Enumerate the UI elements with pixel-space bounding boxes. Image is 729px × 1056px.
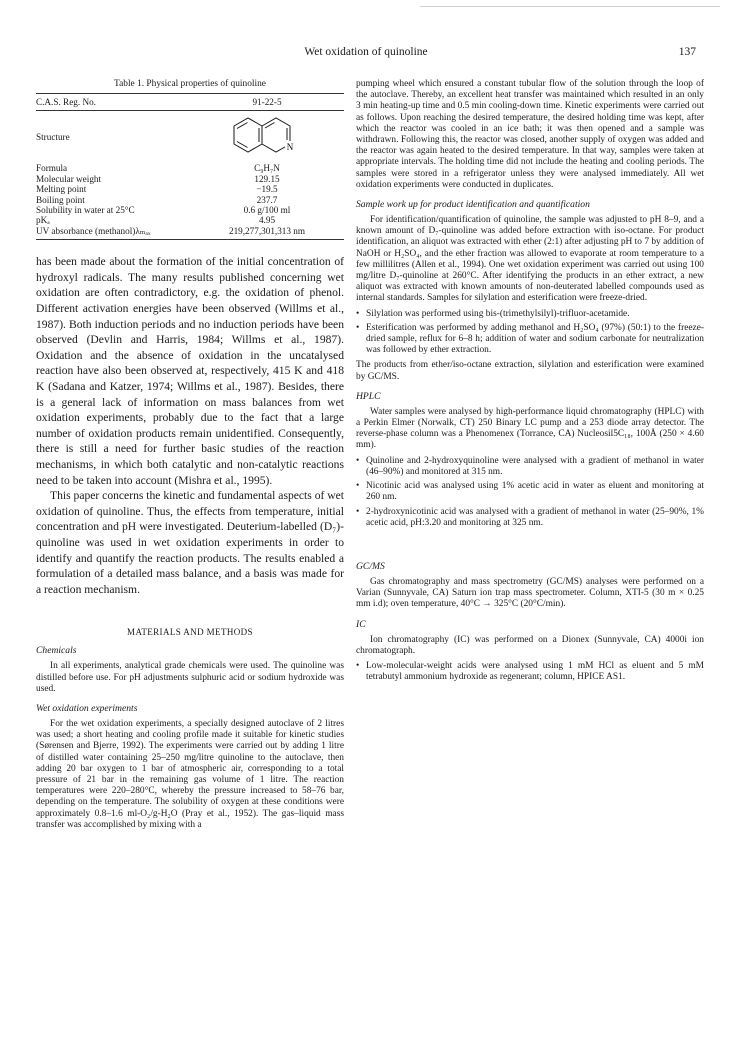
properties-table <box>36 93 344 240</box>
quinoline-structure-image <box>230 113 304 161</box>
section-heading-methods: MATERIALS AND METHODS <box>127 627 253 638</box>
table-cell-value: 4.95 <box>258 215 276 226</box>
table-row <box>36 94 344 111</box>
table-row <box>36 205 344 215</box>
table-caption: Table 1. Physical properties of quinoline <box>114 79 266 89</box>
list-item: • Low-molecular-weight acids were analysed using 1 mM HCl as eluent and 5 mM tetrabutyl ammonium hydroxide as regenerant; column, HPICE AS1. <box>356 661 704 683</box>
subheading-ic: IC <box>356 618 366 630</box>
sample-followup-paragraph: The products from ether/iso-octane extraction, silylation and esterification were examined by GC/MS. <box>356 360 704 382</box>
structure-atom-label: N <box>286 142 294 153</box>
table-cell-label: UV absorbance (methanol)λₘₐₓ <box>36 226 190 240</box>
table-row <box>36 215 344 225</box>
hplc-bullet-list <box>356 456 704 529</box>
table-cell-label: Formula <box>36 163 68 174</box>
table-row <box>36 174 344 184</box>
table-cell-value: 219,277,301,313 nm <box>190 226 344 240</box>
autoclave-paragraph: pumping wheel which ensured a constant tubular flow of the solution through the loop of the autoclave. Thereby, an excellent heat transfer was maintained which resulted in an only 3 min heating-up time and 0.5 min cooling-down time. Kinetic experiments were carried out as follows. Upon reaching the desired temperature, the desired holding time was kept, after which the reactor was cooled in an ice bath; it was then opened and a sample was withdrawn. Following this, the reactor was closed, another supply of oxygen was added and the reactor was again heated to the desired temperature. In that way, samples were taken at appropriate intervals. The holding time did not include the heating and cooling periods. The samples were stored in a refrigerator unless they were analysed immediately. All wet oxidation experiments were conducted in duplicates. <box>356 79 704 190</box>
table-row <box>36 195 344 205</box>
table-cell-value: 129.15 <box>254 173 280 184</box>
sample-bullet-list <box>356 309 704 357</box>
subheading-sample-work-up: Sample work up for product identification and quantification <box>356 199 590 211</box>
table-cell-value: C₉H₇N <box>254 163 280 174</box>
wet-oxidation-paragraph: For the wet oxidation experiments, a specially designed autoclave of 2 litres was used; a short heating and cooling profile made it suitable for kinetic studies (Sørensen and Bjerre, 1992). The experiments were carried out by adding 1 litre of distilled water containing 25–250 mg/litre quinoline to the autoclave, then adding 20 bar oxygen to 1 bar of atmospheric air, corresponding to a total pressure of 21 bar in the remaining gas volume of 1 litre. The reaction temperatures were 220–280°C, whereby the pressure increased to 58–76 bar, depending on the temperature. The solubility of oxygen at these conditions were approximately 0.8–1.6 ml-O₂/g-H₂O (Pray et al., 1952). The gas–liquid mass transfer was accomplished by mixing with a <box>36 718 344 830</box>
table-cell-label: Molecular weight <box>36 173 102 184</box>
intro-paragraph: has been made about the formation of the initial concentration of hydroxyl radicals. The many results published concerning wet oxidation are often contradictory, e.g. the oxidation of phenol. Different activation energies have been observed (Willms et al., 1987). Both induction periods and no induction periods have been observed (Devlin and Harris, 1984; Willms et al., 1987). Oxidation and the absence of oxidation in the uncatalysed reaction have also been observed at, respectively, 415 K and 418 K (Sadana and Katzer, 1974; Willms et al., 1987). Besides, there is a general lack of information on mass balances from wet oxidation experiments, probably due to the fact that a large number of oxidation products remain unidentified. Consequently, there is still a need for further basic studies of the reaction mechanisms, in which both catalytic and non-catalytic reactions need to be taken into account (Mishra et al., 1995). <box>36 255 344 487</box>
subheading-chemicals: Chemicals <box>36 645 77 657</box>
table-cell-label: Melting point <box>36 184 87 195</box>
list-item: • 2-hydroxynicotinic acid was analysed with a gradient of methanol in water (25–90%, 1% acetic acid, pH:3.20 and monitoring at 325 nm. <box>356 507 704 529</box>
top-rule <box>420 6 720 7</box>
structure-cell <box>190 111 344 164</box>
table-cell-value: 91-22-5 <box>190 94 344 111</box>
table-row <box>36 226 344 240</box>
gcms-paragraph: Gas chromatography and mass spectrometry (GC/MS) analyses were performed on a Varian (Sunnyvale, CA) Saturn ion trap mass spectrometer. Column, XTI-5 (30 m × 0.25 mm i.d); oven temperature, 40°C → 325°C (20°C/min). <box>356 576 704 610</box>
table-row <box>36 184 344 194</box>
list-item: • Esterification was performed by adding methanol and H₂SO₄ (97%) (50:1) to the freeze-dried sample, reflux for 6–8 h; addition of water and sodium carbonate for neutralization was followed by ether extraction. <box>356 323 704 357</box>
aim-paragraph: This paper concerns the kinetic and fundamental aspects of wet oxidation of quinoline. Thus, the effects from temperature, initial concentration and pH were investigated. Deuterium-labelled (D₇)-quinoline was used in wet oxidation experiments in order to identify and quantify the reaction products. The results enabled a formulation of a detailed mass balance, and a basis was made for a reaction mechanism. <box>36 489 344 596</box>
sample-paragraph: For identification/quantification of quinoline, the sample was adjusted to pH 8–9, and a known amount of D₇-quinoline was added before extraction with iso-octane. For product identification, an aliquot was extracted with ether (2:1) after adjusting pH to 7 by addition of NaOH or H₂SO₄, and the ether fraction was allowed to evaporate at room temperature to a few millilitres (Allen et al., 1994). One wet oxidation experiment was carried out using 100 mg/litre D₇-quinoline at 260°C. After identifying the products in an ether extract, a new aliquot was extracted with known amounts of non-deuterated labelled compounds used as internal standards. Samples for silylation and esterification were freeze-dried. <box>356 215 704 304</box>
running-title: Wet oxidation of quinoline <box>304 46 428 58</box>
table-cell-value: 237.7 <box>256 194 278 205</box>
left-column <box>36 79 344 831</box>
table-row <box>36 111 344 164</box>
subheading-wet-oxidation: Wet oxidation experiments <box>36 702 138 714</box>
list-item: • Nicotinic acid was analysed using 1% acetic acid in water as eluent and monitoring at 260 nm. <box>356 481 704 503</box>
ic-paragraph: Ion chromatography (IC) was performed on a Dionex (Sunnyvale, CA) 4000i ion chromatograph. <box>356 634 704 656</box>
hplc-paragraph: Water samples were analysed by high-performance liquid chromatography (HPLC) with a Perkin Elmer (Norwalk, CT) 250 Binary LC pump and a 253 diode array detector. The reverse-phase column was a Phenomenex (Torrance, CA) Nucleosil5C₁₈, 100Å (250 × 4.60 mm). <box>356 406 704 451</box>
right-column <box>356 79 704 687</box>
chemicals-paragraph: In all experiments, analytical grade chemicals were used. The quinoline was distilled before use. For pH adjustments sulphuric acid or sodium hydroxide was used. <box>36 661 344 694</box>
ic-bullet-list <box>356 661 704 683</box>
properties-table-block <box>36 79 344 240</box>
subheading-hplc: HPLC <box>356 390 381 402</box>
list-item: • Silylation was performed using bis-(trimethylsilyl)-trifluor-acetamide. <box>356 309 704 320</box>
table-cell-label: Boiling point <box>36 194 85 205</box>
table-cell-label: Structure <box>36 132 70 143</box>
table-cell-value: 0.6 g/100 ml <box>243 205 291 216</box>
table-cell-label: C.A.S. Reg. No. <box>36 94 190 111</box>
table-cell-value: −19.5 <box>256 184 278 195</box>
list-item: • Quinoline and 2-hydroxyquinoline were analysed with a gradient of methanol in water (46–90%) and monitored at 315 nm. <box>356 456 704 478</box>
table-cell-label: pKₐ <box>36 215 50 226</box>
table-row <box>36 163 344 173</box>
subheading-gcms: GC/MS <box>356 560 385 572</box>
page-number: 137 <box>678 46 696 58</box>
table-cell-label: Solubility in water at 25°C <box>36 205 135 216</box>
